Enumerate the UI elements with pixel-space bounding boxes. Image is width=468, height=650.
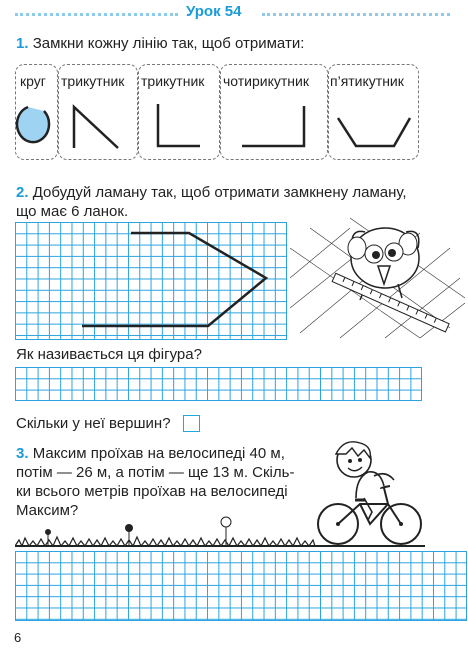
task1-text: Замкни кожну лінію так, щоб отримати:: [32, 35, 305, 52]
label-triangle-1: трикутник: [61, 73, 125, 89]
task2-number: 2.: [16, 184, 29, 201]
answer-grid-task3[interactable]: [15, 551, 467, 621]
question-figure-name: Як називається ця фігура?: [16, 346, 202, 363]
task3-text-2: потім — 26 м, а потім — ще 13 м. Скіль-: [16, 464, 295, 481]
task3-prompt: [16, 444, 294, 520]
task2-text-2: що має 6 ланок.: [16, 203, 129, 220]
quadrilateral-lines: [242, 106, 304, 146]
task2-text-1: Добудуй ламану так, щоб отримати замкнену ламану,: [32, 184, 407, 201]
label-quadrilateral: чотирикутник: [223, 73, 309, 89]
boy-on-bicycle-illustration: [310, 440, 425, 552]
task3-number: 3.: [16, 445, 29, 462]
task1-lines: [0, 0, 468, 170]
task3-text-1: Максим проїхав на велосипеді 40 м,: [32, 445, 285, 462]
task3-text-4: Максим?: [16, 502, 79, 519]
answer-grid-figure-name[interactable]: [15, 367, 422, 401]
vertex-count-answer-box[interactable]: [183, 415, 200, 432]
question-vertex-count: Скільки у неї вершин?: [16, 415, 171, 432]
label-pentagon: п’ятикутник: [330, 73, 404, 89]
circle-arc: [17, 107, 49, 142]
triangle-1-lines: [74, 107, 118, 148]
label-circle: круг: [20, 73, 46, 89]
label-triangle-2: трикутник: [141, 73, 205, 89]
task1-number: 1.: [16, 35, 29, 52]
triangle-2-lines: [158, 104, 200, 146]
pentagon-lines: [338, 118, 410, 146]
polyline-drawing: [15, 222, 287, 340]
owl-with-ruler-illustration: [290, 208, 468, 344]
lesson-title: Урок 54: [186, 3, 242, 20]
task3-text-3: ки всього метрів проїхав на велосипеді: [16, 483, 288, 500]
page-number: 6: [14, 630, 22, 645]
